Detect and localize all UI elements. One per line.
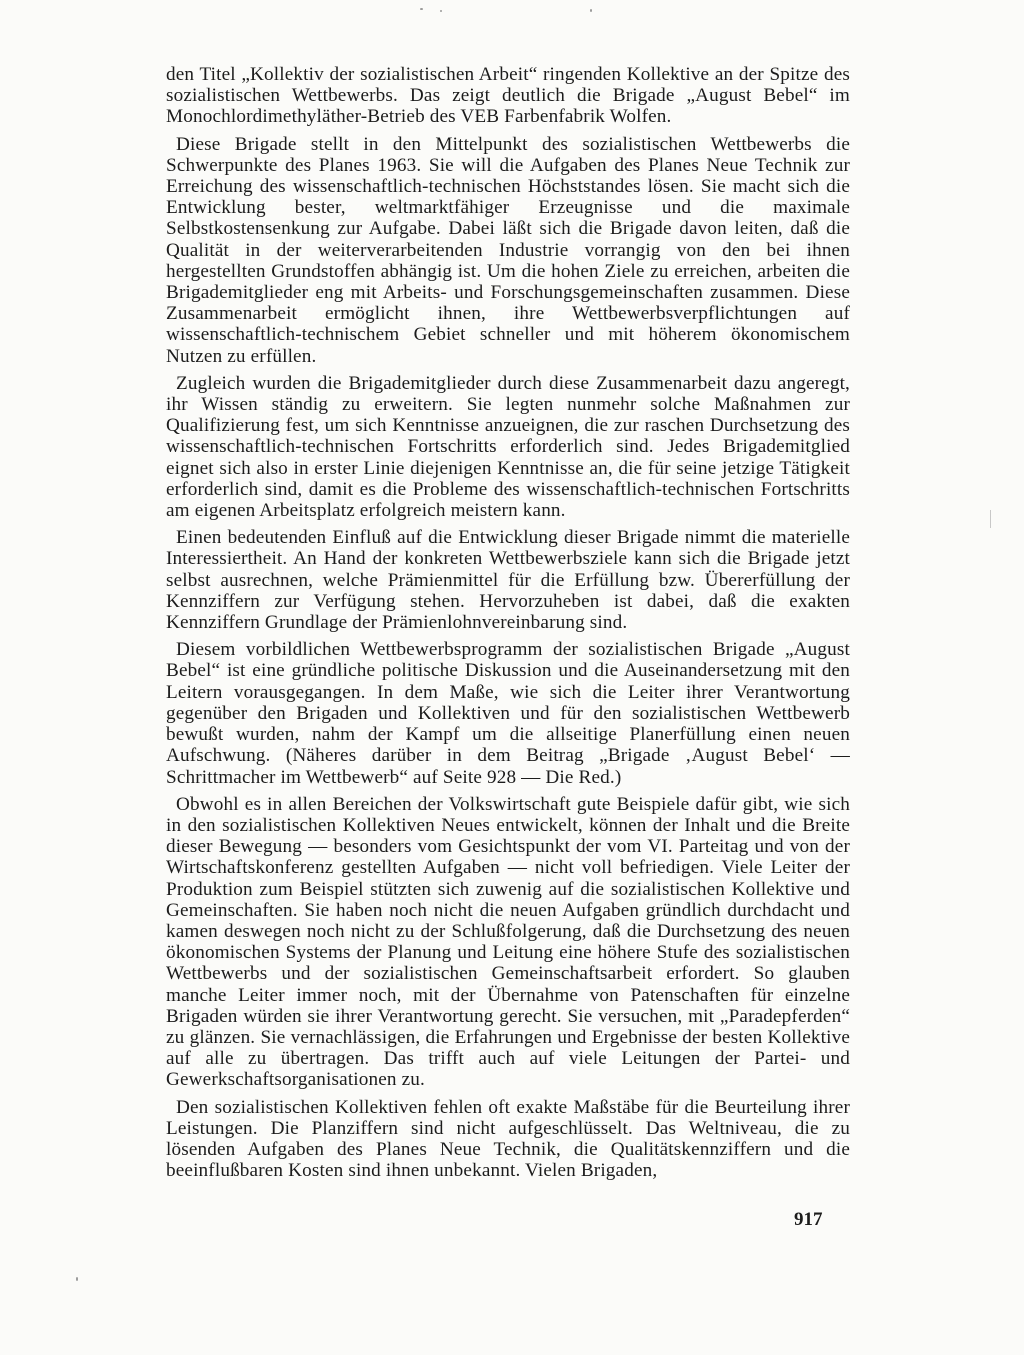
scan-speck — [440, 10, 442, 12]
page-number: 917 — [794, 1209, 823, 1230]
scan-speck — [420, 8, 423, 10]
body-text — [166, 64, 850, 1187]
paragraph-5: Diesem vorbildlichen Wettbewerbsprogramm der sozialistischen Brigade „August Bebel“ ist eine gründliche politische Diskussion und die Auseinandersetzung mit den Leitern vorausgegangen. In dem Maße, wie sich die Leiter ihrer Verantwortung gegenüber den Brigaden und Kollektiven und für den sozialistischen Wettbewerb bewußt wurden, nahm der Kampf um die allseitige Planerfüllung einen neuen Aufschwung. (Näheres darüber in dem Beitrag „Brigade ‚August Bebel‘ — Schrittmacher im Wettbewerb“ auf Seite 928 — Die Red.) — [166, 639, 850, 788]
paragraph-1: den Titel „Kollektiv der sozialistischen Arbeit“ ringenden Kollektive an der Spitze des sozialistischen Wettbewerbs. Das zeigt deutlich die Brigade „August Bebel“ im Monochlordimethyläther-Betrieb des VEB Farbenfabrik Wolfen. — [166, 64, 850, 128]
paragraph-4: Einen bedeutenden Einfluß auf die Entwicklung dieser Brigade nimmt die materielle Interessiertheit. An Hand der konkreten Wettbewerbsziele kann sich die Brigade jetzt selbst ausrechnen, welche Prämienmittel für die Erfüllung bzw. Übererfüllung der Kennziffern zur Verfügung stehen. Hervorzuheben ist dabei, daß die exakten Kennziffern Grundlage der Prämienlohnvereinbarung sind. — [166, 527, 850, 634]
paragraph-7: Den sozialistischen Kollektiven fehlen oft exakte Maßstäbe für die Beurteilung ihrer Leistungen. Die Planziffern sind nicht aufgeschlüsselt. Das Weltniveau, die zu lösenden Aufgaben des Planes Neue Technik, die Qualitätskennziffern und die beeinflußbaren Kosten sind ihnen unbekannt. Vielen Brigaden, — [166, 1096, 850, 1182]
scan-speck — [590, 9, 592, 12]
paragraph-6: Obwohl es in allen Bereichen der Volkswirtschaft gute Beispiele dafür gibt, wie sich in den sozialistischen Kollektiven Neues entwickelt, können der Inhalt und die Breite dieser Bewegung — besonders vom Gesichtspunkt der vom VI. Parteitag und von der Wirtschaftskonferenz gestellten Aufgaben — nicht voll befriedigen. Viele Leiter der Produktion zum Beispiel stützten sich zuwenig auf die sozialistischen Kollektive und Gemeinschaften. Sie haben noch nicht die neuen Aufgaben gründlich durchdacht und kamen deswegen noch nicht zu der Schlußfolgerung, daß die Durchsetzung des neuen ökonomischen Systems der Planung und Leitung eine höhere Stufe des sozialistischen Wettbewerbs und der sozialistischen Gemeinschaftsarbeit erfordert. So glauben manche Leiter immer noch, mit der Übernahme von Patenschaften für einzelne Brigaden würden sie ihrer Verantwortung gerecht. Sie versuchen, mit „Paradepferden“ zu glänzen. Sie vernachlässigen, die Erfahrungen und Ergebnisse der besten Kollektive auf alle zu übertragen. Das trifft auch auf viele Leitungen der Partei- und Gewerkschaftsorganisationen zu. — [166, 793, 850, 1091]
scan-speck — [990, 510, 991, 528]
scan-speck — [76, 1277, 78, 1281]
paragraph-2: Diese Brigade stellt in den Mittelpunkt des sozialistischen Wettbewerbs die Schwerpunkte des Planes 1963. Sie will die Aufgaben des Planes Neue Technik zur Erreichung des wissenschaftlich-technischen Höchststandes lösen. Sie macht sich die Entwicklung bester, weltmarktfähiger Erzeugnisse und die maximale Selbstkostensenkung zur Aufgabe. Dabei läßt sich die Brigade davon leiten, daß die Qualität in der weiterverarbeitenden Industrie vorrangig von den bei ihnen hergestellten Grundstoffen abhängig ist. Um die hohen Ziele zu erreichen, arbeiten die Brigademitglieder eng mit Arbeits- und Forschungsgemeinschaften zusammen. Diese Zusammenarbeit ermöglicht ihnen, ihre Wettbewerbsverpflichtungen auf wissenschaftlich-technischem Gebiet schneller und mit höherem ökonomischem Nutzen zu erfüllen. — [166, 133, 850, 367]
paragraph-3: Zugleich wurden die Brigademitglieder durch diese Zusammenarbeit dazu angeregt, ihr Wissen ständig zu erweitern. Sie legten nunmehr solche Maßnahmen zur Qualifizierung fest, um sich Kenntnisse anzueignen, die zur raschen Durchsetzung des wissenschaftlich-technischen Fortschritts erforderlich sind. Jedes Brigademitglied eignet sich also in erster Linie diejenigen Kenntnisse an, die für seine jetzige Tätigkeit erforderlich sind, damit es die Probleme des wissenschaftlich-technischen Fortschritts am eigenen Arbeitsplatz erfolgreich meistern kann. — [166, 372, 850, 522]
